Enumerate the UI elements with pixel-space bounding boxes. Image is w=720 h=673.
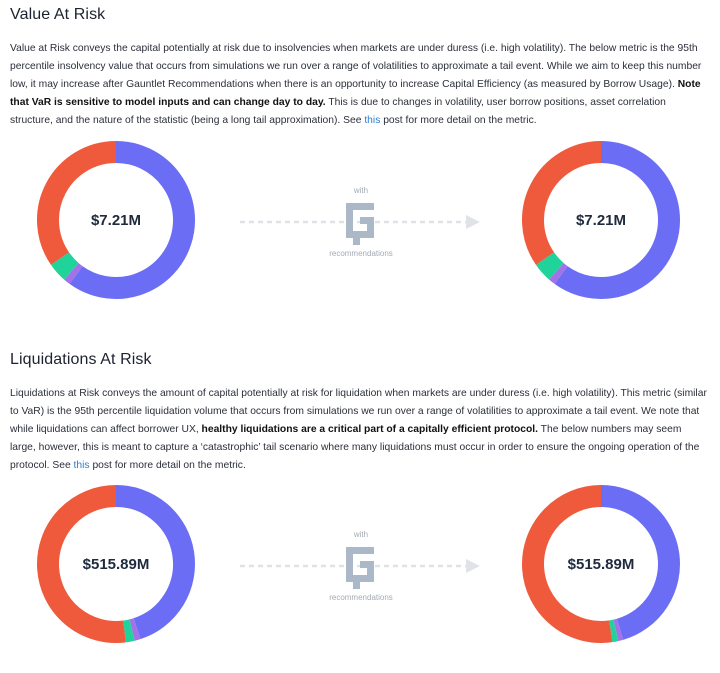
gauntlet-logo-icon: [346, 203, 374, 245]
var-desc-text-c: post for more detail on the metric.: [380, 115, 537, 126]
var-after-donut: [521, 140, 681, 300]
lar-title: Liquidations At Risk: [10, 351, 152, 368]
lar-description: [10, 385, 708, 475]
lar-after-donut: [521, 484, 681, 644]
var-desc-text-a: Value at Risk conveys the capital potentially at risk due to insolvencies when markets are under duress (i.e. high volatility). The below metric is the 95th percentile insolvency value that occurs from simulations we run over a range of volatilities to approximate a tail event. While we aim to keep this number low, it may increase after Gauntlet Recommendations when there is an opportunity to increase Capital Efficiency (as measured by Borrow Usage).: [10, 43, 702, 90]
lar-desc-bold: healthy liquidations are a critical part of a capitally efficient protocol.: [201, 424, 538, 435]
var-description: [10, 40, 708, 130]
lar-before-donut: [36, 484, 196, 644]
var-with-label: with: [353, 186, 369, 195]
var-after-value: $7.21M: [575, 211, 627, 229]
lar-before-value: $515.89M: [82, 555, 150, 573]
gauntlet-logo-icon: [346, 547, 374, 589]
lar-desc-text-a: Liquidations at Risk conveys the amount of capital potentially at risk for liquidation when markets are under duress (i.e. high volatility). This metric (similar to VaR) is the 95th percentile liquidation volume that occurs from simulations we run over a range of volatilities to approximate a tail event. We note that while liquidations can affect borrower UX,: [10, 388, 707, 435]
lar-desc-text-b: The below numbers may seem large, however, this is meant to capture a ‘catastrophic’ tail scenario where many liquidations must occur in order to ensure the ongoing operation of the protocol. See: [10, 424, 700, 471]
var-desc-text-b: This is due to changes in volatility, user borrow positions, asset correlation structure, and the nature of the statistic (being a long tail approximation). See: [10, 97, 666, 126]
lar-after-value: $515.89M: [567, 555, 635, 573]
lar-with-label: with: [353, 530, 369, 539]
var-recommendations-label: recommendations: [329, 249, 393, 258]
lar-desc-text-c: post for more detail on the metric.: [89, 460, 246, 471]
var-post-link[interactable]: this: [364, 115, 381, 126]
var-desc-bold: Note that VaR is sensitive to model inputs and can change day to day.: [10, 79, 701, 108]
var-before-donut: [36, 140, 196, 300]
lar-post-link[interactable]: this: [73, 460, 90, 471]
var-title: Value At Risk: [10, 6, 106, 23]
var-before-value: $7.21M: [90, 211, 142, 229]
lar-recommendations-label: recommendations: [329, 593, 393, 602]
